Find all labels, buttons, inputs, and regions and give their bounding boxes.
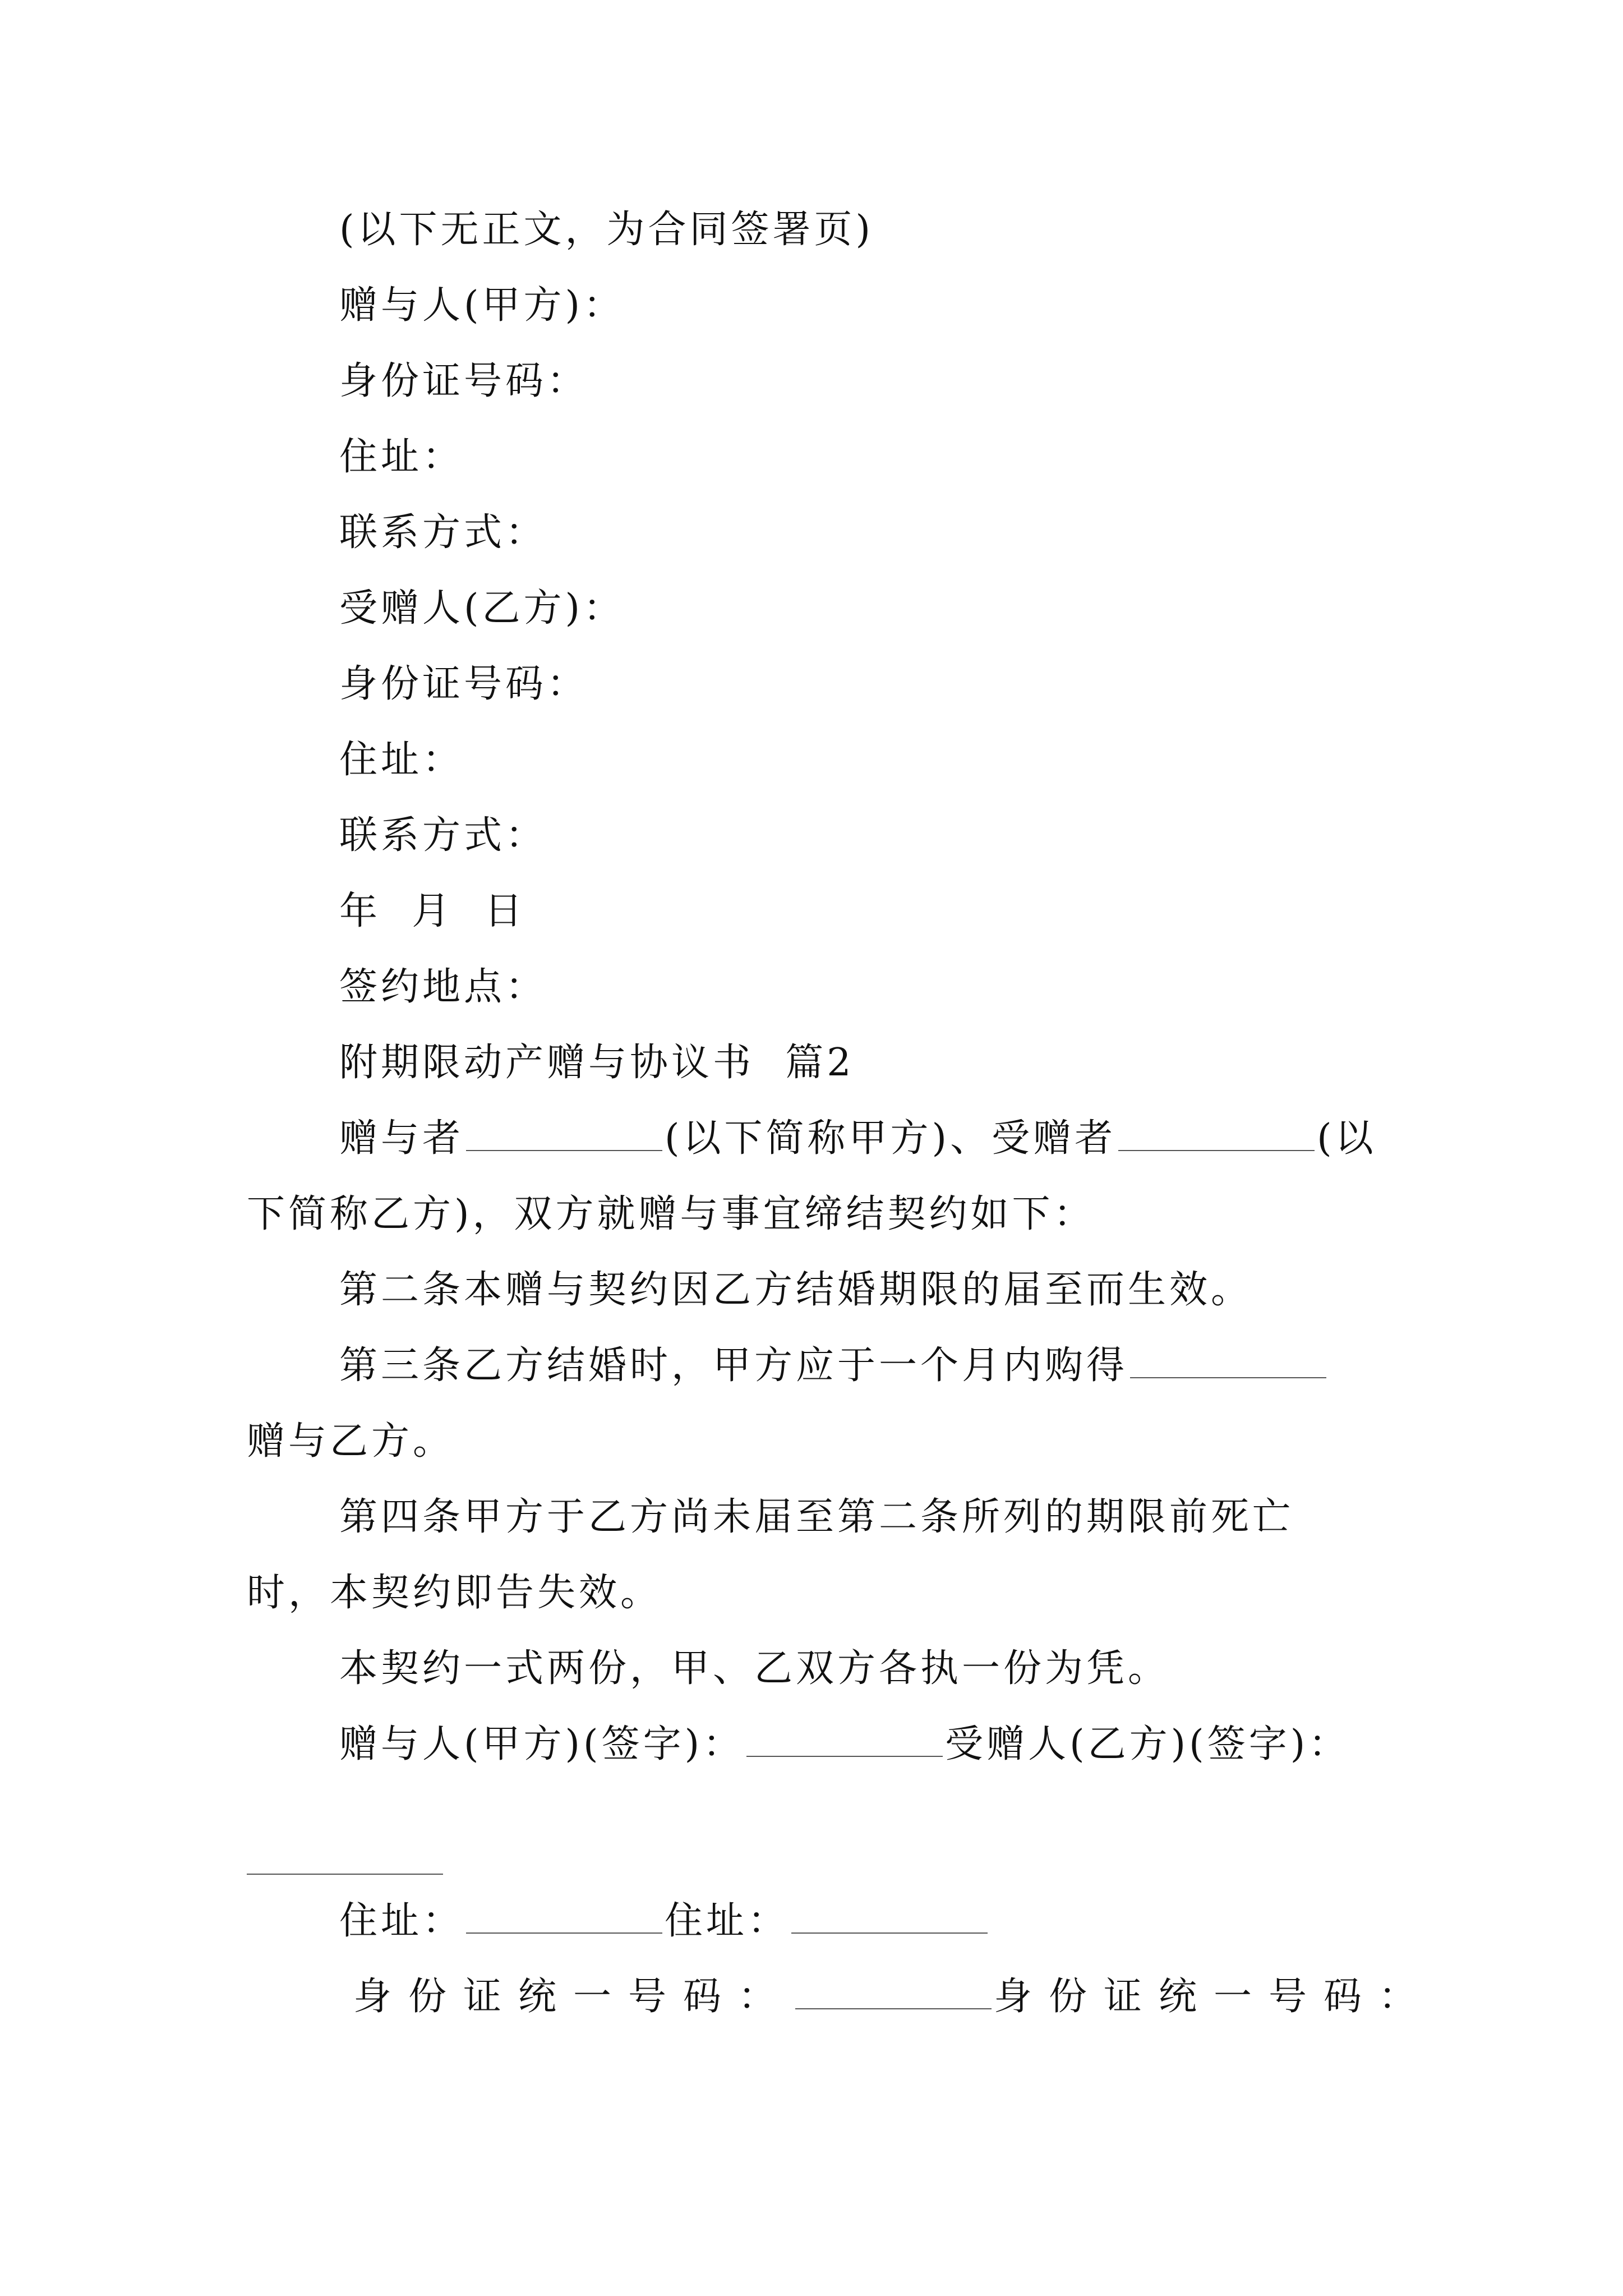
donee-id-label: 身份证统一号码： [994,1975,1434,2019]
donor-address-blank [466,1899,662,1934]
item-blank [1130,1343,1326,1378]
article-2: 第二条本赠与契约因乙方结婚期限的届至而生效。 [339,1268,1253,1312]
donee-label: 受赠人(乙方)： [339,586,625,631]
contact-label: 联系方式： [339,510,547,555]
donee-address-blank [791,1899,988,1934]
date-line: 年 月 日 [339,889,526,933]
address-line [339,1899,990,1944]
contact-label: 联系方式： [339,813,547,858]
signing-place-label: 签约地点： [339,965,547,1009]
section-title: 附期限动产赠与协议书 篇2 [339,1041,855,1085]
no-text-note: (以下无正文，为合同签署页) [339,208,874,252]
id-number-label: 身份证号码： [339,359,589,403]
article-4-line2: 时，本契约即告失效。 [247,1571,662,1615]
donor-label: 赠与人(甲方)： [339,283,625,328]
article-3-text: 第三条乙方结婚时，甲方应于一个月内购得 [339,1343,1128,1388]
donee-blank [1118,1116,1315,1151]
intro-paragraph-line1 [339,1116,1377,1161]
intro-part2: (以下简称甲方)、受赠者 [665,1116,1117,1161]
id-number-label: 身份证号码： [339,662,589,706]
address-label: 住址： [339,738,464,782]
donor-signature-label: 赠与人(甲方)(签字)： [339,1722,745,1766]
donee-signature-label: 受赠人(乙方)(签字)： [945,1722,1350,1766]
id-line [353,1975,1433,2019]
donee-address-label: 住址： [665,1899,790,1943]
donor-id-label: 身份证统一号码： [353,1975,794,2019]
donor-blank [466,1116,662,1151]
article-3-line2: 赠与乙方。 [247,1419,455,1464]
copies-clause: 本契约一式两份，甲、乙双方各执一份为凭。 [339,1646,1170,1691]
donor-signature-blank [746,1722,943,1757]
donor-address-label: 住址： [339,1899,464,1943]
intro-part1: 赠与者 [339,1116,464,1161]
donee-signature-blank [247,1874,443,1875]
intro-part3: (以 [1317,1116,1377,1161]
signature-line [339,1722,1350,1767]
intro-paragraph-line2: 下简称乙方)，双方就赠与事宜缔结契约如下： [247,1192,1095,1236]
article-3-line1 [339,1343,1329,1388]
address-label: 住址： [339,435,464,479]
article-4-line1: 第四条甲方于乙方尚未届至第二条所列的期限前死亡 [339,1495,1294,1539]
donor-id-blank [795,1975,992,2009]
